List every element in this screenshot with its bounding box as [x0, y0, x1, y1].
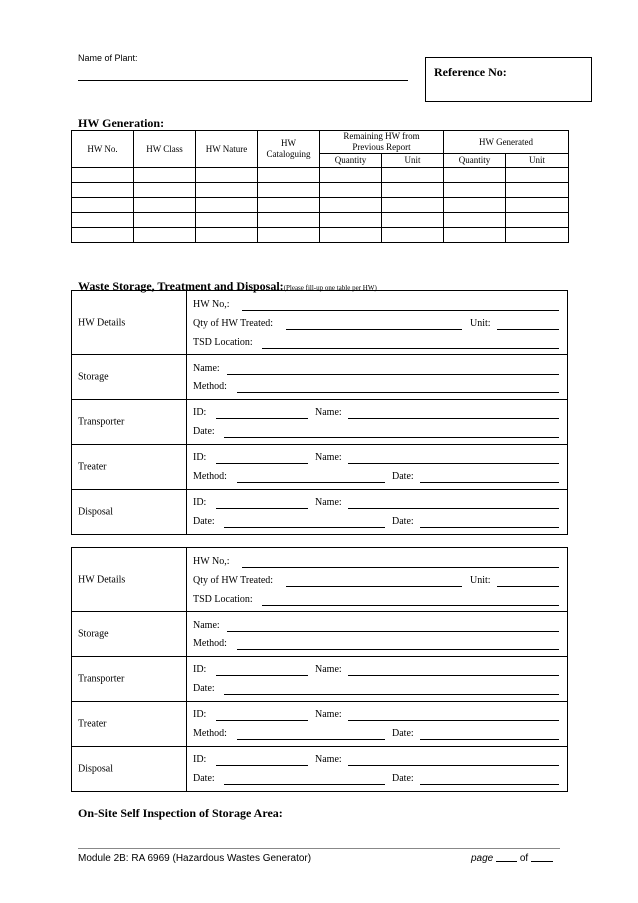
hw-no-field[interactable]: [242, 567, 559, 568]
unit-label: Unit:: [470, 575, 491, 586]
footer-of-label: of: [519, 853, 529, 864]
treater-label: Treater: [78, 718, 107, 730]
storage-name-field[interactable]: [227, 374, 559, 375]
treater-id-label: ID:: [193, 709, 207, 720]
waste-table-2: [71, 547, 568, 792]
storage-label: Storage: [78, 371, 109, 383]
storage-name-field[interactable]: [227, 631, 559, 632]
storage-row: [72, 354, 567, 399]
disposal-date-label: Date:: [193, 773, 215, 784]
qty-treated-field[interactable]: [286, 586, 462, 587]
table-row[interactable]: [72, 213, 569, 228]
disposal-row: [72, 489, 567, 534]
treater-id-field[interactable]: [216, 720, 308, 721]
transporter-row: [72, 399, 567, 444]
col-remaining-line2: Previous Report: [352, 142, 411, 152]
disposal-id-field[interactable]: [216, 508, 308, 509]
hw-details-label: HW Details: [78, 574, 126, 585]
storage-method-field[interactable]: [237, 392, 559, 393]
transporter-name-field[interactable]: [348, 675, 559, 676]
tsd-location-field[interactable]: [262, 605, 559, 606]
storage-method-field[interactable]: [237, 649, 559, 650]
disposal-id-label: ID:: [193, 497, 207, 508]
col-hw-no: HW No.: [72, 131, 134, 168]
col-generated-unit: Unit: [506, 154, 569, 168]
col-hw-cataloguing-line1: HW: [281, 138, 296, 148]
transporter-date-label: Date:: [193, 683, 215, 694]
storage-method-label: Method:: [193, 638, 227, 649]
table-row[interactable]: [72, 228, 569, 243]
footer-divider: [78, 848, 560, 849]
storage-method-label: Method:: [193, 381, 227, 392]
page-total-field[interactable]: [531, 861, 553, 862]
waste-storage-title: Waste Storage, Treatment and Disposal:: [78, 279, 284, 293]
table-row[interactable]: [72, 198, 569, 213]
disposal-label: Disposal: [78, 506, 113, 518]
disposal-name-field[interactable]: [348, 765, 559, 766]
disposal-id-field[interactable]: [216, 765, 308, 766]
treater-name-label: Name:: [315, 709, 342, 720]
col-hw-generated: HW Generated: [444, 131, 569, 154]
treater-id-label: ID:: [193, 452, 207, 463]
tsd-location-field[interactable]: [262, 348, 559, 349]
col-remaining-unit: Unit: [382, 154, 444, 168]
hw-no-label: HW No,:: [193, 299, 230, 310]
inspection-title: On-Site Self Inspection of Storage Area:: [78, 806, 283, 820]
disposal-name-label: Name:: [315, 754, 342, 765]
hw-generation-title: HW Generation:: [78, 116, 165, 130]
footer-page-label: page: [471, 853, 494, 864]
transporter-name-label: Name:: [315, 407, 342, 418]
disposal-name-field[interactable]: [348, 508, 559, 509]
reference-box[interactable]: [425, 57, 592, 102]
disposal-label: Disposal: [78, 763, 113, 775]
hw-no-field[interactable]: [242, 310, 559, 311]
disposal-date2-field[interactable]: [420, 527, 559, 528]
treater-id-field[interactable]: [216, 463, 308, 464]
disposal-date2-label: Date:: [392, 773, 414, 784]
disposal-row: [72, 746, 567, 791]
treater-name-field[interactable]: [348, 720, 559, 721]
name-of-plant-line[interactable]: [78, 80, 408, 81]
treater-date-label: Date:: [392, 471, 414, 482]
transporter-name-label: Name:: [315, 664, 342, 675]
table-header-row: [72, 131, 569, 154]
unit-field[interactable]: [497, 586, 559, 587]
storage-name-label: Name:: [193, 620, 220, 631]
transporter-date-label: Date:: [193, 426, 215, 437]
hw-details-label: HW Details: [78, 317, 126, 328]
storage-label: Storage: [78, 628, 109, 640]
col-hw-cataloguing-line2: Cataloguing: [266, 149, 311, 159]
treater-name-label: Name:: [315, 452, 342, 463]
qty-treated-label: Qty of HW Treated:: [193, 318, 274, 329]
name-of-plant-label: Name of Plant:: [78, 53, 138, 63]
transporter-date-field[interactable]: [224, 437, 559, 438]
col-hw-nature: HW Nature: [196, 131, 258, 168]
treater-row: [72, 701, 567, 746]
transporter-name-field[interactable]: [348, 418, 559, 419]
col-remaining-quantity: Quantity: [320, 154, 382, 168]
qty-treated-field[interactable]: [286, 329, 462, 330]
treater-date-field[interactable]: [420, 739, 559, 740]
hw-details-row: [72, 291, 567, 354]
qty-treated-label: Qty of HW Treated:: [193, 575, 274, 586]
col-hw-class: HW Class: [134, 131, 196, 168]
col-generated-quantity: Quantity: [444, 154, 506, 168]
transporter-label: Transporter: [78, 673, 125, 685]
disposal-date2-field[interactable]: [420, 784, 559, 785]
treater-method-field[interactable]: [237, 482, 385, 483]
unit-field[interactable]: [497, 329, 559, 330]
transporter-row: [72, 656, 567, 701]
disposal-date-field[interactable]: [224, 784, 385, 785]
page-number-field[interactable]: [496, 861, 517, 862]
storage-row: [72, 611, 567, 656]
treater-row: [72, 444, 567, 489]
disposal-date-label: Date:: [193, 516, 215, 527]
treater-date-label: Date:: [392, 728, 414, 739]
hw-generation-table: [71, 130, 569, 243]
transporter-date-field[interactable]: [224, 694, 559, 695]
col-remaining-hw: [320, 131, 444, 154]
disposal-date2-label: Date:: [392, 516, 414, 527]
transporter-id-label: ID:: [193, 407, 207, 418]
table-row[interactable]: [72, 168, 569, 183]
disposal-name-label: Name:: [315, 497, 342, 508]
disposal-date-field[interactable]: [224, 527, 385, 528]
waste-storage-note: (Please fill-up one table per HW): [283, 284, 377, 292]
col-hw-cataloguing: [258, 131, 320, 168]
storage-name-label: Name:: [193, 363, 220, 374]
unit-label: Unit:: [470, 318, 491, 329]
transporter-id-field[interactable]: [216, 418, 308, 419]
treater-method-label: Method:: [193, 728, 227, 739]
disposal-id-label: ID:: [193, 754, 207, 765]
col-remaining-line1: Remaining HW from: [343, 131, 420, 141]
treater-method-label: Method:: [193, 471, 227, 482]
treater-label: Treater: [78, 461, 107, 473]
transporter-id-label: ID:: [193, 664, 207, 675]
treater-name-field[interactable]: [348, 463, 559, 464]
footer-page-number: [471, 853, 553, 864]
transporter-label: Transporter: [78, 416, 125, 428]
tsd-location-label: TSD Location:: [193, 594, 253, 605]
table-row[interactable]: [72, 183, 569, 198]
treater-method-field[interactable]: [237, 739, 385, 740]
hw-no-label: HW No,:: [193, 556, 230, 567]
waste-table-1: [71, 290, 568, 535]
hw-details-row: [72, 548, 567, 611]
tsd-location-label: TSD Location:: [193, 337, 253, 348]
transporter-id-field[interactable]: [216, 675, 308, 676]
reference-label: Reference No:: [434, 65, 507, 79]
footer-module-text: Module 2B: RA 6969 (Hazardous Wastes Generator): [78, 853, 312, 864]
treater-date-field[interactable]: [420, 482, 559, 483]
